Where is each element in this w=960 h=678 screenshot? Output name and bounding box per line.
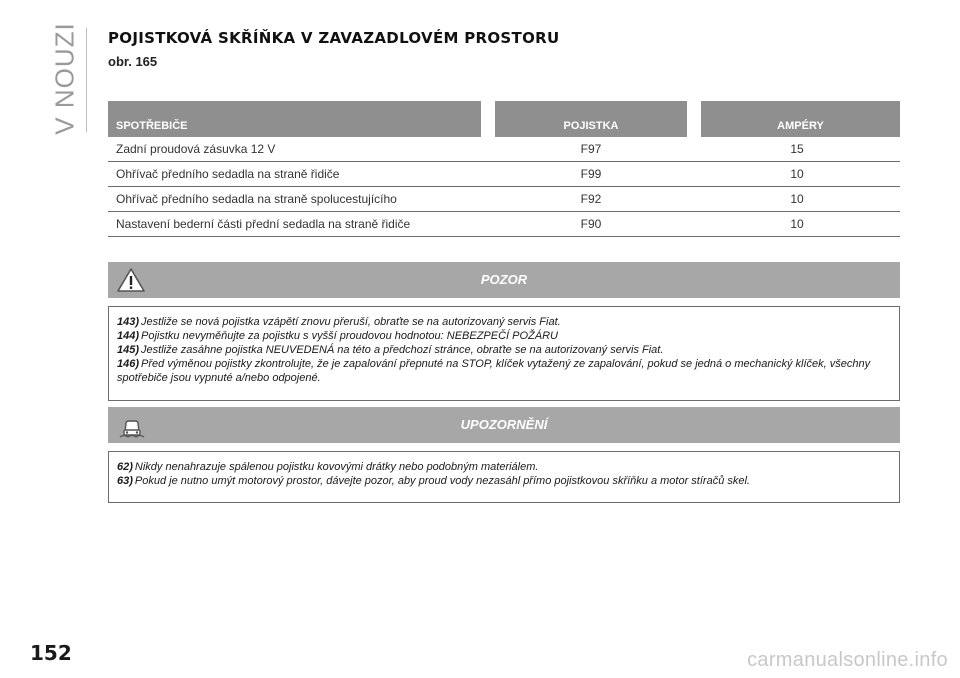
watermark: carmanualsonline.info	[747, 649, 948, 671]
section-divider	[86, 28, 87, 132]
header-fuse: POJISTKA	[488, 101, 694, 137]
note-text: Nikdy nenahrazuje spálenou pojistku kovovými drátky nebo podobným materiálem.	[134, 461, 539, 473]
amps-cell: 10	[694, 187, 900, 212]
warning-note	[117, 357, 891, 385]
table-row	[108, 162, 900, 187]
caution-note	[117, 460, 891, 474]
table-row	[108, 137, 900, 162]
note-number: 144)	[117, 330, 140, 342]
note-text: Pojistku nevyměňujte za pojistku s vyšší proudovou hodnotou: NEBEZPEČÍ POŽÁRU	[141, 330, 558, 342]
caution-title: UPOZORNĚNÍ	[460, 417, 548, 432]
consumer-cell: Nastavení bederní části přední sedadla na straně řidiče	[108, 212, 488, 237]
warning-title: POZOR	[480, 272, 528, 287]
note-text: Jestliže se nová pojistka vzápětí znovu přeruší, obraťte se na autorizovaný servis Fiat.	[141, 316, 561, 328]
amps-cell: 10	[694, 162, 900, 187]
header-amps: AMPÉRY	[694, 101, 900, 137]
note-number: 62)	[117, 461, 133, 473]
fuse-cell: F97	[488, 137, 694, 162]
consumer-cell: Zadní proudová zásuvka 12 V	[108, 137, 488, 162]
header-consumers: SPOTŘEBIČE	[108, 101, 488, 137]
caution-box	[108, 451, 900, 503]
note-text: Jestliže zasáhne pojistka NEUVEDENÁ na této a předchozí stránce, obraťte se na autorizovaný servis Fiat.	[141, 344, 664, 356]
caution-header	[108, 407, 900, 443]
consumer-cell: Ohřívač předního sedadla na straně řidiče	[108, 162, 488, 187]
fuse-table-header	[108, 101, 900, 137]
fuse-cell: F99	[488, 162, 694, 187]
figure-reference: obr. 165	[108, 54, 158, 69]
page-title: POJISTKOVÁ SKŘÍŇKA V ZAVAZADLOVÉM PROSTORU	[108, 29, 560, 47]
note-number: 63)	[117, 475, 133, 487]
fuse-cell: F90	[488, 212, 694, 237]
section-label-text: V NOUZI	[49, 21, 80, 135]
warning-box	[108, 306, 900, 401]
warning-note	[117, 315, 891, 329]
fuse-cell: F92	[488, 187, 694, 212]
warning-note	[117, 329, 891, 343]
table-row	[108, 212, 900, 237]
note-number: 143)	[117, 316, 140, 328]
amps-cell: 10	[694, 212, 900, 237]
fuse-table	[108, 101, 900, 237]
note-text: Před výměnou pojistky zkontrolujte, že je zapalování přepnuté na STOP, klíček vytažený ze zapalování, pokud se jedná o mechanický klíček, všechny spotřebiče jsou vypnuté a/nebo odpojené.	[117, 358, 871, 384]
consumer-cell: Ohřívač předního sedadla na straně spolucestujícího	[108, 187, 488, 212]
amps-cell: 15	[694, 137, 900, 162]
note-text: Pokud je nutno umýt motorový prostor, dávejte pozor, aby proud vody nezasáhl přímo pojistkovou skříňku a motor stíračů skel.	[134, 475, 750, 487]
warning-note	[117, 343, 891, 357]
note-number: 145)	[117, 344, 140, 356]
section-label	[49, 21, 80, 135]
caution-note	[117, 474, 891, 488]
note-number: 146)	[117, 358, 140, 370]
table-row	[108, 187, 900, 212]
page-number: 152	[30, 641, 72, 665]
warning-header	[108, 262, 900, 298]
